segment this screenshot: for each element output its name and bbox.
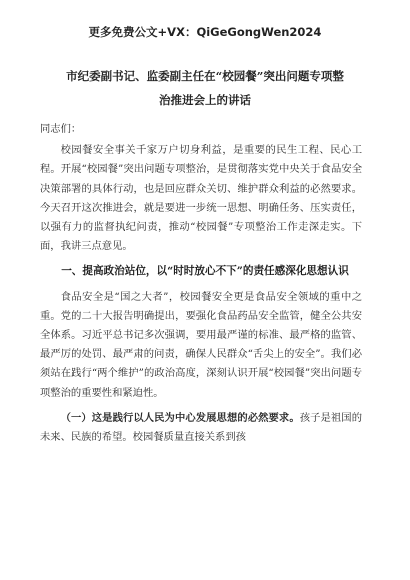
document-title [40, 64, 370, 112]
title-line-1: 市纪委副书记、监委副主任在“校园餐”突出问题专项整 [66, 69, 344, 83]
salutation: 同志们： [40, 123, 82, 135]
section-heading-1: 一、提高政治站位，以“时时放心不下”的责任感深化思想认识 [61, 265, 349, 278]
section-1-paragraph: 食品安全是“国之大者”，校园餐安全更是食品安全领域的重中之重。党的二十大报告明确提出，要强化食品药品安全监管，健全公共安全体系。习近平总书记多次强调，要用最严谨的标准、最严格的监管、最严厉的处罚、最严肃的问责，确保人民群众“舌尖上的安全”。我们必须站在践行“两个维护”的政治高度，深刻认识开展“校园餐”突出问题专项整治的重要性和紧迫性。 [40, 290, 362, 399]
intro-paragraph: 校园餐安全事关千家万户切身利益，是重要的民生工程、民心工程。开展“校园餐”突出问题专项整治，是贯彻落实党中央关于食品安全决策部署的具体行动，也是回应群众关切、维护群众利益的必然要求。今天召开这次推进会，就是要进一步统一思想、明确任务、压实责任，以强有力的监督执纪问责，推动“校园餐”专项整治工作走深走实。下面，我讲三点意见。 [40, 144, 362, 253]
subsection-paragraph [40, 409, 362, 447]
document-body [40, 120, 362, 447]
subsection-heading-1: （一）这是践行以人民为中心发展思想的必然要求。 [60, 411, 300, 424]
title-line-2: 治推进会上的讲话 [159, 93, 251, 107]
promo-banner: 更多免费公文+VX：QiGeGongWen2024 [88, 25, 322, 39]
subsection-text: 孩子是祖国的未来、民族的希望。校园餐质量直接关系到孩 [40, 411, 362, 444]
